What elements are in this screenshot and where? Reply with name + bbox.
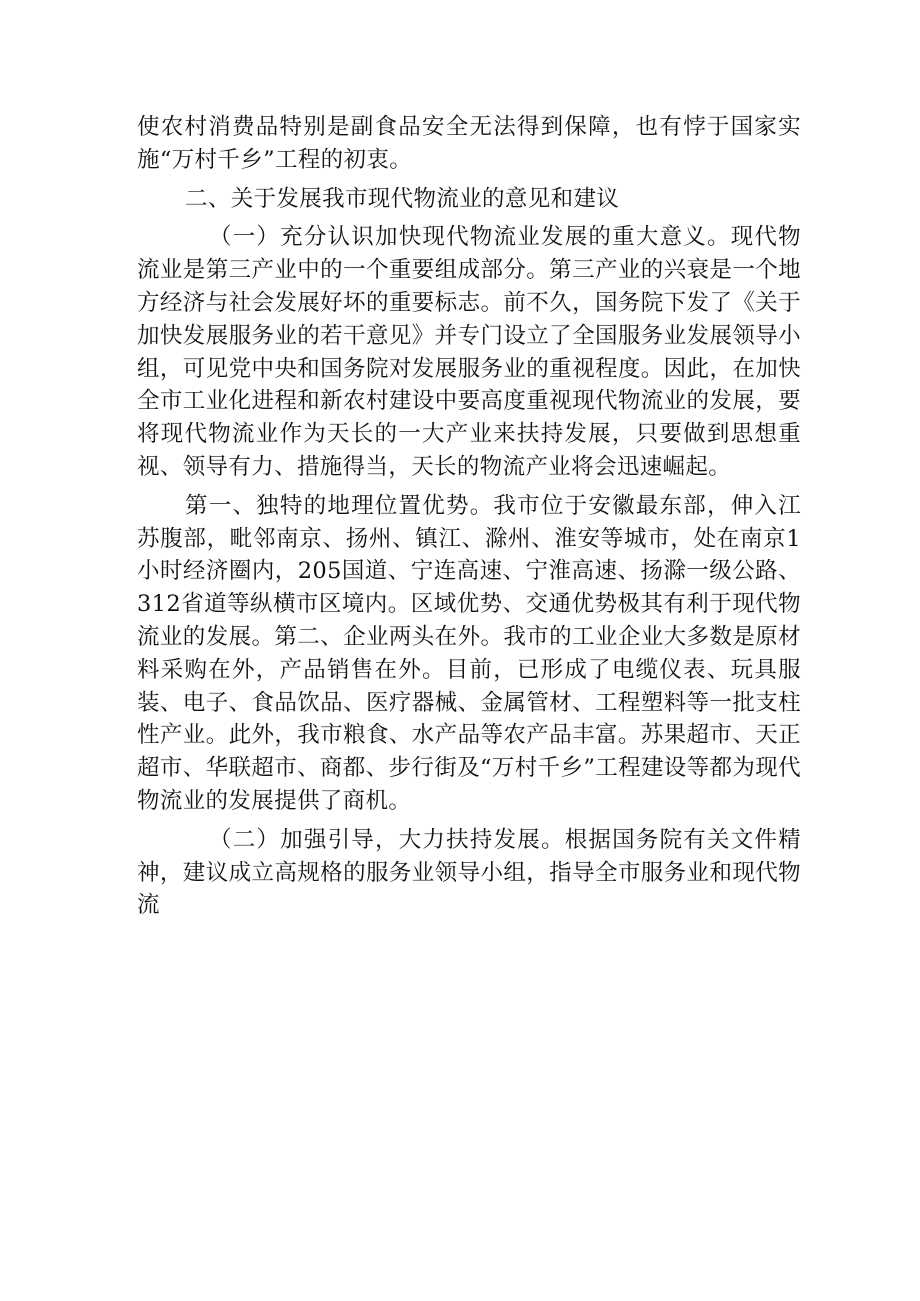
paragraph-subsection-2: （二）加强引导，大力扶持发展。根据国务院有关文件精神，建议成立高规格的服务业领导小组，指导全市服务业和现代物流 [137, 826, 801, 919]
section-heading: 二、关于发展我市现代物流业的意见和建议 [185, 185, 620, 212]
document-body [137, 111, 801, 922]
paragraph-advantages: 第一、独特的地理位置优势。我市位于安徽最东部，伸入江苏腹部，毗邻南京、扬州、镇江、滁州、淮安等城市，处在南京1小时经济圈内，205国道、宁连高速、宁淮高速、扬滁一级公路、312省道等纵横市区境内。区域优势、交通优势极其有利于现代物流业的发展。第二、企业两头在外。我市的工业企业大多数是原材料采购在外，产品销售在外。目前，已形成了电缆仪表、玩具服装、电子、食品饮品、医疗器械、金属管材、工程塑料等一批支柱性产业。此外，我市粮食、水产品等农产品丰富。苏果超市、天正超市、华联超市、商都、步行街及“万村千乡”工程建设等都为现代物流业的发展提供了商机。 [137, 492, 801, 814]
paragraph-continuation: 使农村消费品特别是副食品安全无法得到保障，也有悖于国家实施“万村千乡”工程的初衷。 [137, 114, 801, 173]
paragraph-subsection-1: （一）充分认识加快现代物流业发展的重大意义。现代物流业是第三产业中的一个重要组成部分。第三产业的兴衰是一个地方经济与社会发展好坏的重要标志。前不久，国务院下发了《关于加快发展服务业的若干意见》并专门设立了全国服务业发展领导小组，可见党中央和国务院对发展服务业的重视程度。因此，在加快全市工业化进程和新农村建设中要高度重视现代物流业的发展，要将现代物流业作为天长的一大产业来扶持发展，只要做到思想重视、领导有力、措施得当，天长的物流产业将会迅速崛起。 [137, 224, 801, 480]
